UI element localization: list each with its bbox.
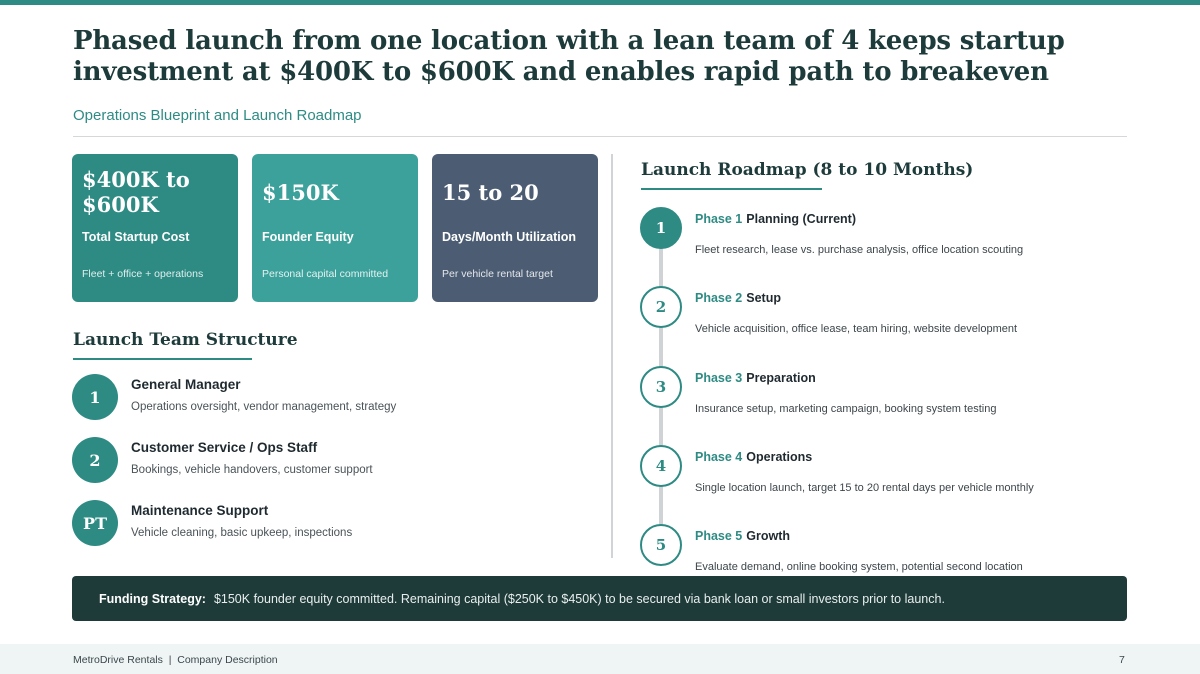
phase-name: Preparation: [746, 371, 816, 385]
funding-text: $150K founder equity committed. Remaining capital ($250K to $450K) to be secured via bank loan or small investors prior to launch.: [213, 591, 945, 606]
phase-number: Phase 5: [695, 529, 743, 543]
team-heading: Launch Team Structure: [73, 330, 298, 350]
stat-value: $150K: [262, 179, 339, 205]
team-member-desc: Operations oversight, vendor management, strategy: [131, 401, 397, 413]
funding-strategy-banner: [72, 576, 1127, 621]
phase-header: [695, 450, 812, 464]
stat-value: 15 to 20: [442, 179, 539, 205]
slide-footer: [0, 644, 1200, 674]
phase-number: Phase 1: [695, 212, 743, 226]
team-member-desc: Bookings, vehicle handovers, customer support: [131, 464, 373, 476]
team-badge: 1: [72, 374, 118, 420]
phase-header: [695, 291, 781, 305]
roadmap-heading-underline: [641, 188, 822, 190]
column-divider: [611, 154, 613, 558]
team-member: [72, 374, 592, 424]
stat-label: Total Startup Cost: [82, 230, 190, 244]
team-badge: 2: [72, 437, 118, 483]
stat-card-startup-cost: [72, 154, 238, 302]
roadmap-heading: Launch Roadmap (8 to 10 Months): [641, 160, 974, 180]
team-badge: PT: [72, 500, 118, 546]
phase-name: Planning (Current): [746, 212, 856, 226]
phase-desc: Evaluate demand, online booking system, potential second location: [695, 561, 1023, 573]
title-divider: [73, 136, 1127, 137]
team-member: [72, 437, 592, 487]
phase-name: Operations: [746, 450, 813, 464]
team-heading-underline: [73, 358, 252, 360]
page-number: 7: [1119, 654, 1125, 666]
team-member: [72, 500, 592, 550]
stat-card-founder-equity: [252, 154, 418, 302]
top-accent-bar: [0, 0, 1200, 5]
phase-name: Growth: [746, 529, 791, 543]
stat-note: Personal capital committed: [262, 268, 389, 280]
slide-title: Phased launch from one location with a lean team of 4 keeps startup investment at $400K to $600K and enables rapid path to breakeven: [73, 26, 1065, 87]
stat-note: Fleet + office + operations: [82, 268, 204, 280]
slide-subtitle: Operations Blueprint and Launch Roadmap: [73, 107, 362, 124]
phase-circle: 5: [640, 524, 682, 566]
team-member-name: Customer Service / Ops Staff: [131, 440, 318, 455]
funding-label: Funding Strategy:: [99, 591, 206, 606]
phase-desc: Vehicle acquisition, office lease, team hiring, website development: [695, 323, 1018, 335]
team-member-desc: Vehicle cleaning, basic upkeep, inspections: [131, 527, 353, 539]
phase-header: [695, 212, 856, 226]
phase-circle: 2: [640, 286, 682, 328]
stat-card-utilization: [432, 154, 598, 302]
team-member-name: Maintenance Support: [131, 503, 269, 518]
phase-number: Phase 2: [695, 291, 743, 305]
phase-header: [695, 371, 816, 385]
phase-circle: 3: [640, 366, 682, 408]
phase-desc: Insurance setup, marketing campaign, booking system testing: [695, 403, 997, 415]
stat-value: $400K to $600K: [82, 167, 190, 217]
phase-circle: 1: [640, 207, 682, 249]
phase-desc: Single location launch, target 15 to 20 rental days per vehicle monthly: [695, 482, 1034, 494]
footer-company: MetroDrive Rentals | Company Description: [73, 654, 278, 666]
stat-label: Days/Month Utilization: [442, 230, 577, 244]
stat-label: Founder Equity: [262, 230, 354, 244]
phase-desc: Fleet research, lease vs. purchase analysis, office location scouting: [695, 244, 1024, 256]
phase-number: Phase 4: [695, 450, 743, 464]
roadmap-phase: [640, 286, 1130, 356]
stat-note: Per vehicle rental target: [442, 268, 553, 280]
phase-name: Setup: [746, 291, 781, 305]
roadmap-phase: [640, 207, 1130, 277]
roadmap-phase: [640, 366, 1130, 436]
phase-circle: 4: [640, 445, 682, 487]
phase-number: Phase 3: [695, 371, 743, 385]
team-member-name: General Manager: [131, 377, 241, 392]
phase-header: [695, 529, 790, 543]
roadmap-phase: [640, 445, 1130, 515]
